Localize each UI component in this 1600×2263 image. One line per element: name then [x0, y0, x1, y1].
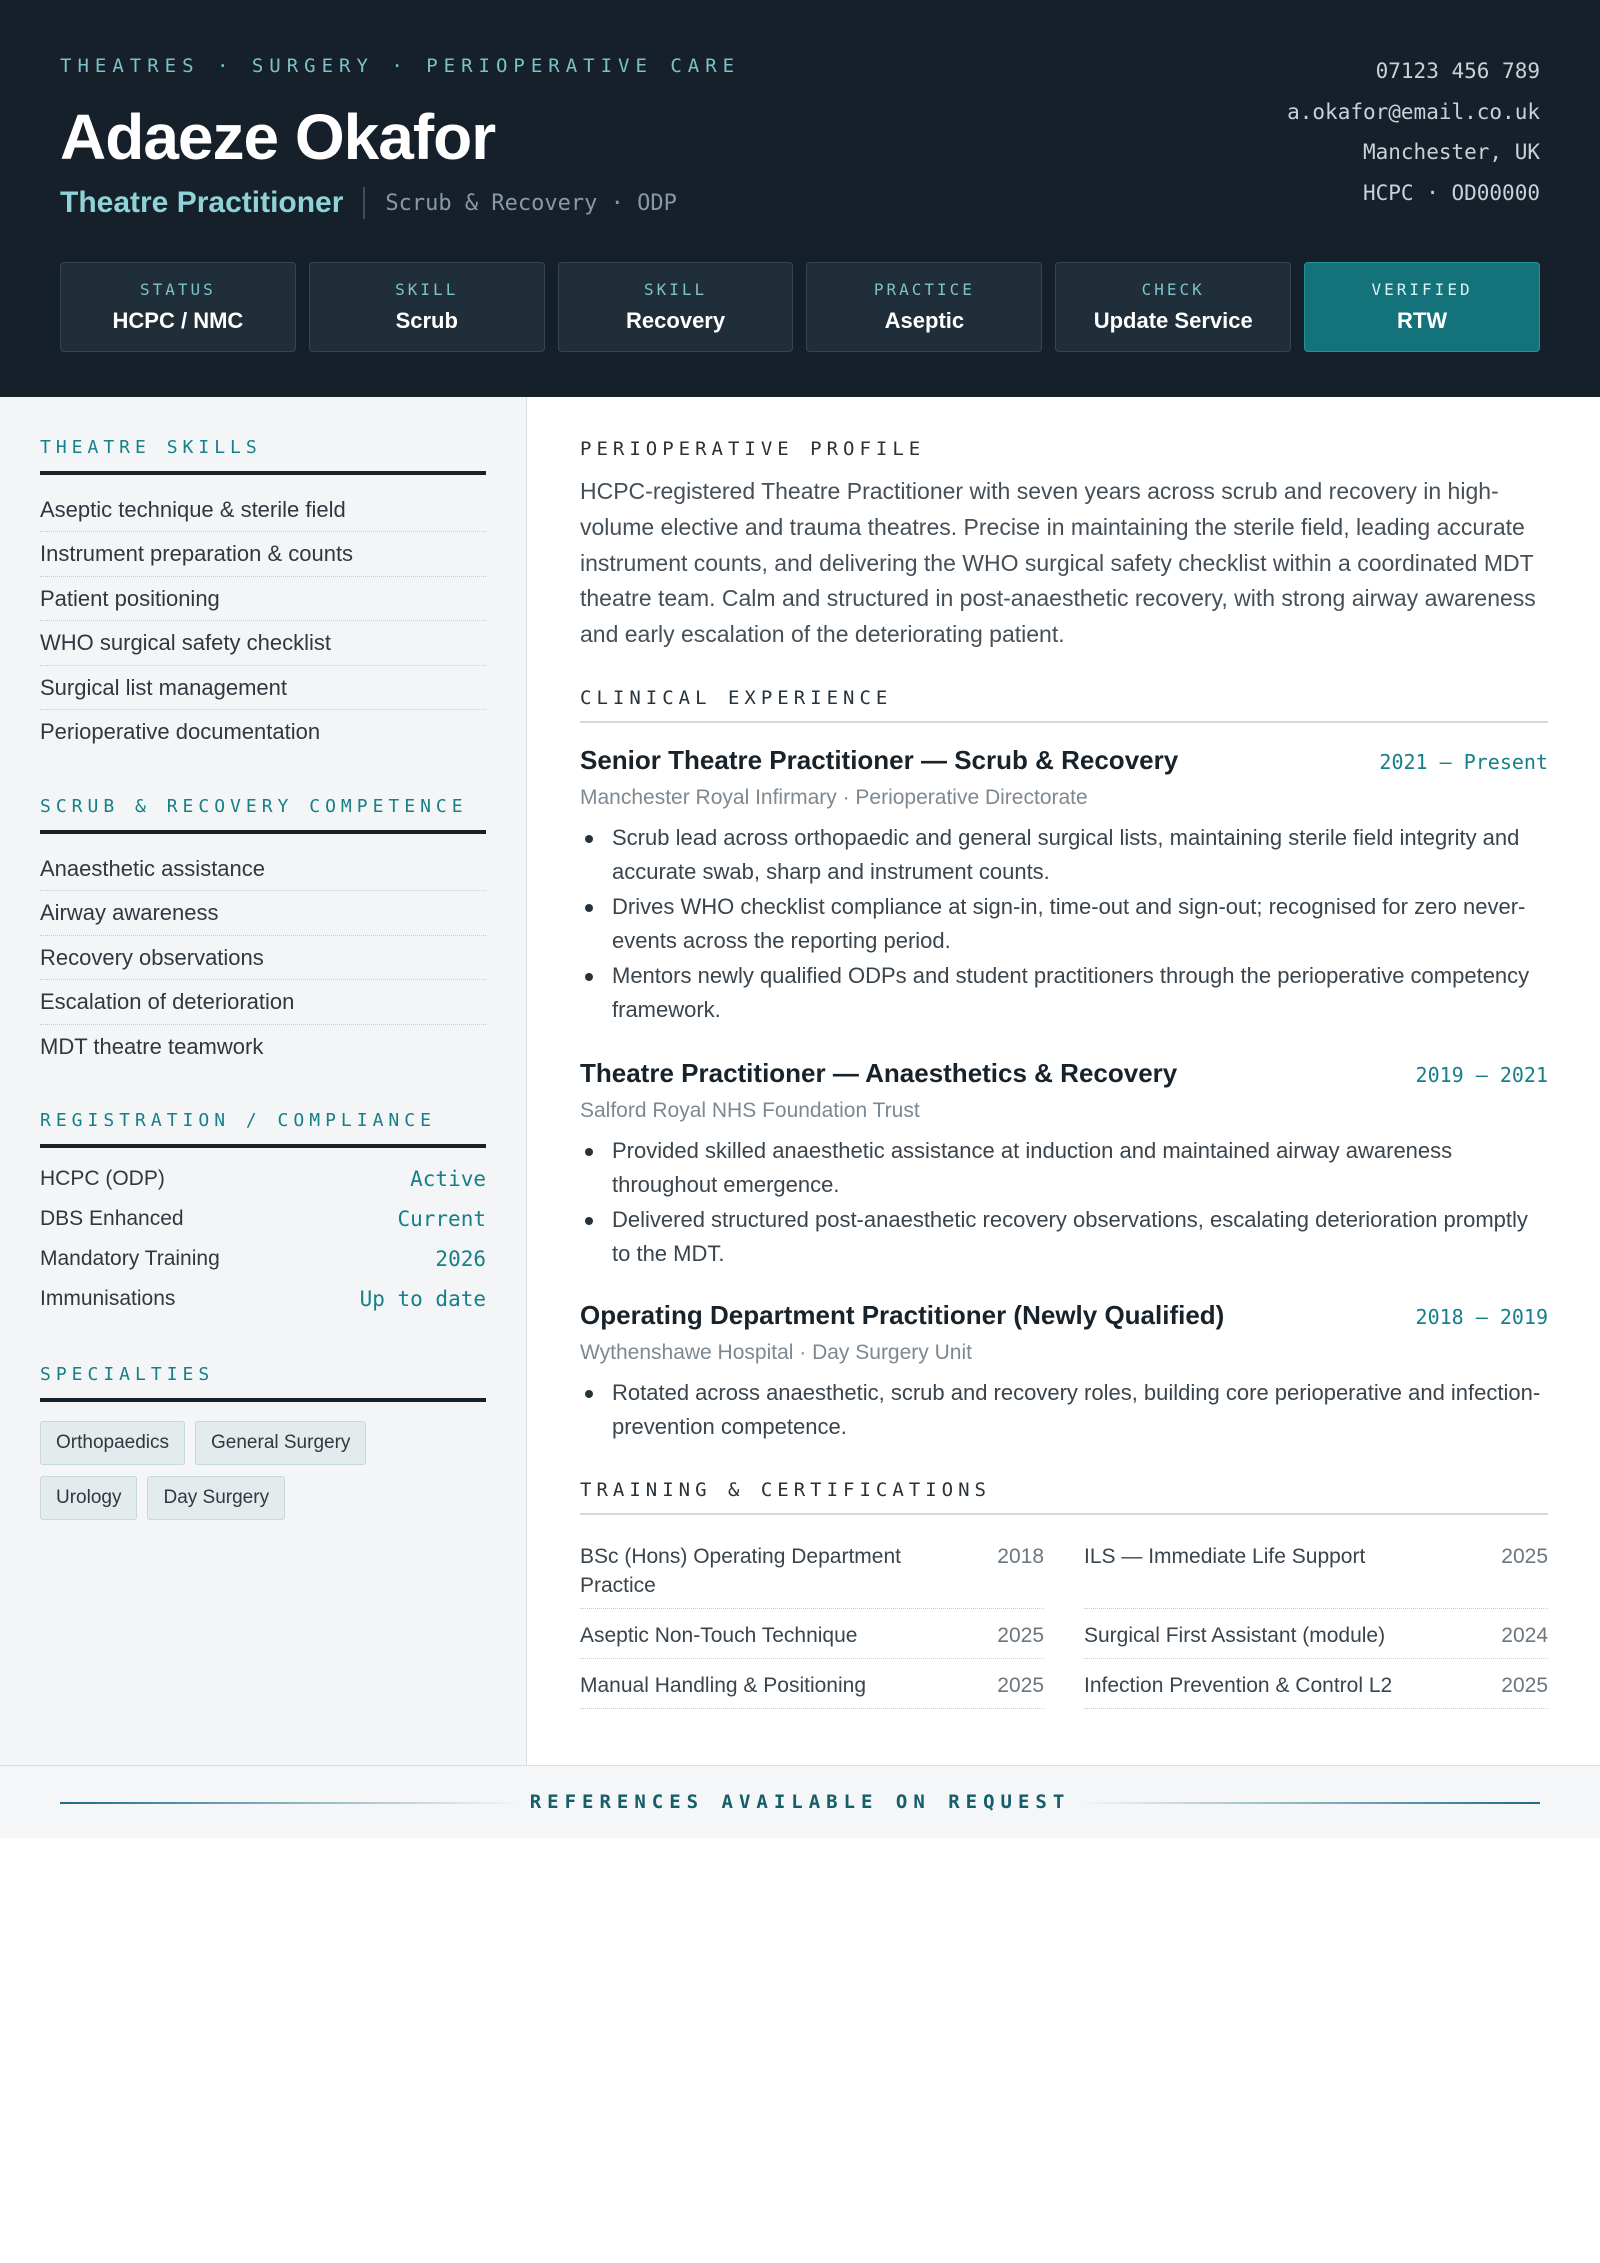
job-bullet: Mentors newly qualified ODPs and student practitioners through the perioperative competency framework. [580, 959, 1548, 1026]
section-title: SPECIALTIES [40, 1364, 215, 1385]
registration-section [40, 1110, 486, 1319]
specialty-tag: Day Surgery [147, 1476, 285, 1520]
cert-year: 2025 [1501, 1545, 1548, 1568]
list-item: WHO surgical safety checklist [40, 621, 486, 666]
job-bullet: Scrub lead across orthopaedic and general surgical lists, maintaining sterile field integrity and accurate swab, sharp and instrument counts. [580, 821, 1548, 888]
job-entry [580, 1300, 1548, 1445]
job-dates: 2018 — 2019 [1415, 1305, 1548, 1329]
registration-value: Up to date [359, 1286, 486, 1311]
cert-item [580, 1667, 1044, 1709]
registration-label: HCPC (ODP) [40, 1166, 165, 1190]
job-header [580, 1300, 1548, 1331]
chip-value: Aseptic [884, 308, 965, 333]
cert-year: 2025 [997, 1624, 1044, 1647]
chip-practice [806, 262, 1042, 352]
list-item: Escalation of deterioration [40, 980, 486, 1025]
registration-value: Current [397, 1206, 486, 1231]
credential-chips [60, 262, 1540, 352]
chip-key: SKILL [395, 280, 459, 299]
job-bullet: Provided skilled anaesthetic assistance at induction and maintained airway awareness throughout emergence. [580, 1134, 1548, 1201]
specialty-tag: Orthopaedics [40, 1421, 185, 1465]
cert-name: BSc (Hons) Operating Department Practice [580, 1545, 901, 1597]
job-bullet: Delivered structured post-anaesthetic recovery observations, escalating deterioration promptly to the MDT. [580, 1203, 1548, 1270]
registration-row [40, 1159, 486, 1199]
list-item: Instrument preparation & counts [40, 532, 486, 577]
cert-year: 2024 [1501, 1624, 1548, 1647]
chip-value: HCPC / NMC [112, 308, 244, 333]
section-title: TRAINING & CERTIFICATIONS [580, 1479, 991, 1501]
job-bullets [580, 821, 1548, 1026]
competence-section [40, 796, 486, 1069]
registration-label: DBS Enhanced [40, 1206, 184, 1230]
chip-value: Update Service [1093, 308, 1253, 333]
contact-location: Manchester, UK [1362, 140, 1540, 164]
job-title: Theatre Practitioner — Anaesthetics & Recovery [580, 1058, 1178, 1088]
registration-value: Active [410, 1166, 486, 1191]
header-eyebrow: THEATRES · SURGERY · PERIOPERATIVE CARE [60, 55, 741, 77]
cert-year: 2025 [997, 1674, 1044, 1697]
training-heading [580, 1479, 1548, 1515]
experience-heading [580, 687, 1548, 723]
specialty-tag: General Surgery [195, 1421, 366, 1465]
profile-text: HCPC-registered Theatre Practitioner with seven years across scrub and recovery in high-volume elective and trauma theatres. Precise in maintaining the sterile field, leading accurate instrument counts, and delivering the WHO surgical safety checklist within a coordinated MDT theatre team. Calm and structured in post-anaesthetic recovery, with strong airway awareness and early escalation of the deteriorating patient. [580, 478, 1536, 648]
registration-row [40, 1279, 486, 1319]
job-bullets [580, 1376, 1548, 1443]
theatre-skills-section [40, 437, 486, 755]
job-entry [580, 745, 1548, 1028]
profile-section [580, 438, 1548, 653]
specialty-tags [40, 1421, 440, 1520]
chip-verified [1304, 262, 1540, 352]
cert-item [1084, 1538, 1548, 1609]
chip-skill-recovery [558, 262, 794, 352]
section-title: CLINICAL EXPERIENCE [580, 687, 893, 709]
resume-header [0, 0, 1600, 397]
sidebar [0, 397, 527, 1765]
skills-list [40, 488, 486, 755]
cert-name: ILS — Immediate Life Support [1084, 1545, 1366, 1568]
section-title: THEATRE SKILLS [40, 437, 262, 458]
list-item: Patient positioning [40, 577, 486, 622]
job-organisation: Manchester Royal Infirmary · Perioperative Directorate [580, 786, 1088, 809]
list-item: Recovery observations [40, 936, 486, 981]
registration-label: Mandatory Training [40, 1246, 220, 1270]
section-rule [40, 1144, 486, 1148]
specialties-section [40, 1364, 486, 1520]
role-title: Theatre Practitioner [60, 186, 344, 219]
job-header [580, 745, 1548, 776]
cert-item [1084, 1667, 1548, 1709]
job-bullets [580, 1134, 1548, 1270]
registration-list [40, 1159, 486, 1319]
cert-item [580, 1538, 1044, 1609]
role-row [60, 186, 677, 220]
chip-skill-scrub [309, 262, 545, 352]
cert-name: Infection Prevention & Control L2 [1084, 1674, 1393, 1697]
chip-key: STATUS [140, 280, 216, 299]
cert-name: Surgical First Assistant (module) [1084, 1624, 1386, 1647]
list-item: MDT theatre teamwork [40, 1033, 264, 1059]
registration-value: 2026 [435, 1246, 486, 1271]
chip-value: Recovery [626, 308, 726, 333]
list-item: Perioperative documentation [40, 719, 321, 744]
candidate-name: Adaeze Okafor [60, 101, 496, 173]
job-dates: 2021 — Present [1379, 750, 1548, 774]
role-divider [363, 187, 365, 219]
registration-row [40, 1199, 486, 1239]
resume-footer [0, 1765, 1600, 1838]
chip-check [1055, 262, 1291, 352]
list-item: Anaesthetic assistance [40, 847, 486, 892]
cert-name: Aseptic Non-Touch Technique [580, 1624, 858, 1647]
competence-list [40, 847, 486, 1070]
chip-status [60, 262, 296, 352]
job-bullet: Rotated across anaesthetic, scrub and recovery roles, building core perioperative and infection-prevention competence. [580, 1376, 1548, 1443]
chip-key: VERIFIED [1371, 280, 1473, 299]
contact-phone[interactable]: 07123 456 789 [1375, 59, 1540, 83]
cert-year: 2018 [997, 1545, 1044, 1568]
chip-value: Scrub [395, 308, 458, 333]
cert-year: 2025 [1501, 1674, 1548, 1697]
job-entry [580, 1058, 1548, 1272]
job-header [580, 1058, 1548, 1089]
chip-key: PRACTICE [873, 280, 975, 299]
section-rule [40, 1398, 486, 1402]
references-note: REFERENCES AVAILABLE ON REQUEST [529, 1791, 1071, 1813]
job-organisation: Salford Royal NHS Foundation Trust [580, 1099, 920, 1122]
contact-registration: HCPC · OD00000 [1362, 180, 1540, 205]
chip-key: CHECK [1141, 280, 1205, 299]
job-title: Senior Theatre Practitioner — Scrub & Recovery [580, 745, 1179, 775]
section-rule [580, 721, 1548, 723]
list-item: Aseptic technique & sterile field [40, 488, 486, 533]
section-rule [580, 1513, 1548, 1515]
chip-value: RTW [1397, 308, 1448, 333]
registration-row [40, 1239, 486, 1279]
list-item: Surgical list management [40, 666, 486, 711]
cert-item [580, 1617, 1044, 1659]
cert-name: Manual Handling & Positioning [580, 1674, 867, 1697]
cert-item [1084, 1617, 1548, 1659]
contact-email[interactable]: a.okafor@email.co.uk [1287, 99, 1540, 124]
section-title: REGISTRATION / COMPLIANCE [40, 1110, 436, 1131]
contact-block [1287, 56, 1540, 218]
role-subtitle: Scrub & Recovery · ODP [385, 190, 677, 216]
job-dates: 2019 — 2021 [1415, 1063, 1548, 1087]
job-bullet: Drives WHO checklist compliance at sign-in, time-out and sign-out; recognised for zero never-events across the reporting period. [580, 890, 1548, 957]
list-item: Airway awareness [40, 891, 486, 936]
section-title: SCRUB & RECOVERY COMPETENCE [40, 796, 468, 817]
job-organisation: Wythenshawe Hospital · Day Surgery Unit [580, 1341, 972, 1364]
section-rule [40, 471, 486, 475]
certifications-grid [580, 1538, 1548, 1709]
chip-key: SKILL [643, 280, 708, 299]
section-title: PERIOPERATIVE PROFILE [580, 438, 926, 460]
job-title: Operating Department Practitioner (Newly Qualified) [580, 1300, 1225, 1330]
registration-label: Immunisations [40, 1286, 176, 1310]
specialty-tag: Urology [40, 1476, 137, 1520]
section-rule [40, 830, 486, 834]
